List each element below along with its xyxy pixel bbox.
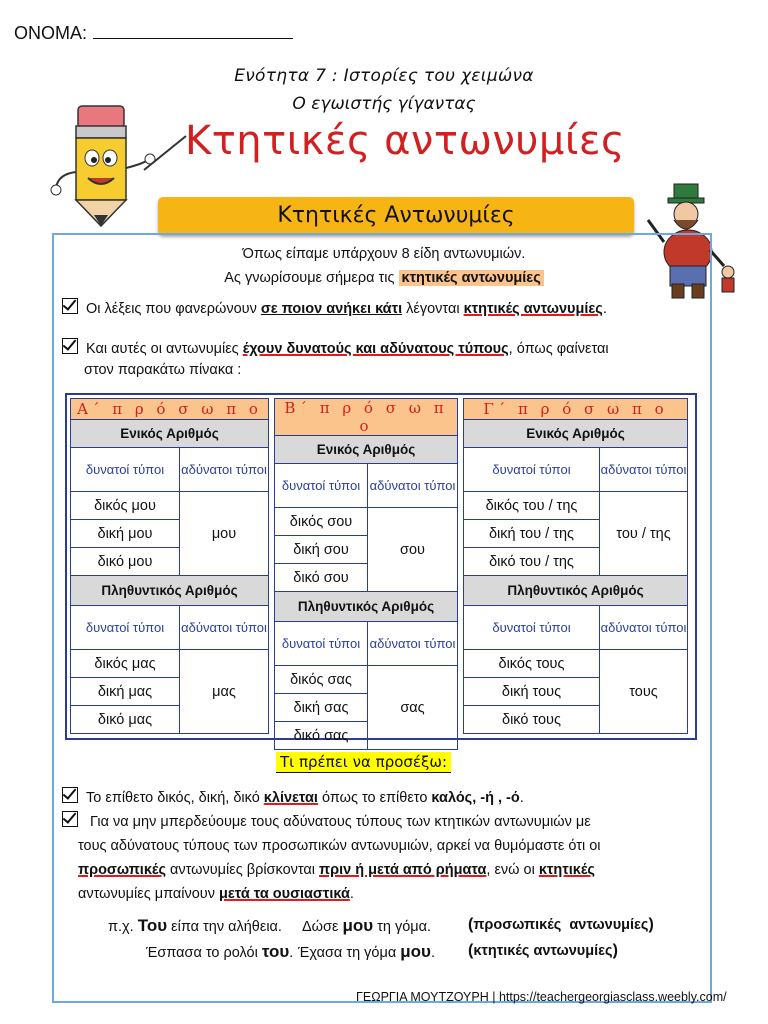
weak-types-label: αδύνατοι τύποι — [368, 464, 458, 508]
point-1-text-a: Οι λέξεις που φανερώνουν — [86, 301, 261, 317]
point-3-emph: κλίνεται — [263, 790, 318, 806]
verb-position: πριν ή μετά από ρήματα — [319, 862, 487, 878]
point-2-text-a: Και αυτές οι αντωνυμίες — [86, 341, 243, 357]
point-2-emph: έχουν δυνατούς και αδύνατους τύπους — [242, 341, 509, 357]
strong-types-label: δυνατοί τύποι — [275, 622, 368, 666]
pl-strong-cell: δικός τους — [464, 650, 600, 678]
paren-open: ( — [468, 916, 474, 933]
story-title: Ο εγωιστής γίγαντας — [292, 94, 476, 114]
point-4-line-3 — [78, 858, 698, 882]
example-text: . — [430, 945, 435, 961]
intro-highlight: κτητικές αντωνυμίες — [399, 270, 544, 286]
example-text: . — [289, 945, 294, 961]
plural-label: Πληθυντικός Αριθμός — [275, 592, 458, 622]
example-word: του — [261, 942, 290, 961]
sg-strong-cell: δικό σου — [275, 564, 368, 592]
pl-strong-cell: δικό μας — [71, 706, 180, 734]
paren-open: ( — [468, 942, 474, 959]
weak-types-label: αδύνατοι τύποι — [600, 606, 688, 650]
point-4-line-2: τους αδύνατους τύπους των προσωπικών αντωνυμιών, αρκεί να θυμόμαστε ότι οι — [78, 838, 601, 854]
pl-strong-cell: δικός σας — [275, 666, 368, 694]
person-c-header: Γ΄ π ρ ό σ ω π ο — [464, 399, 688, 420]
point-3-text-b: όπως το επίθετο — [317, 790, 432, 806]
strong-types-label: δυνατοί τύποι — [464, 606, 600, 650]
checkbox-icon — [62, 787, 78, 803]
sg-strong-cell: δικός μου — [71, 492, 180, 520]
plural-label: Πληθυντικός Αριθμός — [464, 576, 688, 606]
possessive-term: κτητικές — [538, 862, 595, 878]
pl-weak-cell: σας — [368, 666, 458, 750]
example-text: είπα την αλήθεια. — [167, 919, 282, 935]
singular-label: Ενικός Αριθμός — [71, 420, 269, 448]
point-4 — [62, 810, 702, 834]
footer-credit: ΓΕΩΡΓΙΑ ΜΟΥΤΖΟΥΡΗ | https://teachergeorgiasclass.weebly.com/ — [356, 990, 727, 1004]
tip-heading: Τι πρέπει να προσέξω: — [276, 752, 451, 773]
checkbox-icon — [62, 338, 78, 354]
point-4-end: . — [349, 886, 354, 902]
example-category: προσωπικές αντωνυμίες — [473, 917, 649, 933]
paren-close: ) — [648, 916, 654, 933]
section-banner: Κτητικές Αντωνυμίες — [158, 197, 634, 235]
intro-line-2-text: Ας γνωρίσουμε σήμερα τις — [224, 270, 399, 286]
checkbox-icon — [62, 298, 78, 314]
strong-types-label: δυνατοί τύποι — [275, 464, 368, 508]
point-3-adjective: καλός, -ή , -ό — [431, 790, 520, 806]
name-label: ΟΝΟΜΑ: — [14, 23, 88, 43]
unit-title: Ενότητα 7 : Ιστορίες του χειμώνα — [234, 66, 534, 86]
weak-types-label: αδύνατοι τύποι — [180, 606, 269, 650]
plural-label: Πληθυντικός Αριθμός — [71, 576, 269, 606]
pl-strong-cell: δική σας — [275, 694, 368, 722]
example-text: Δώσε — [302, 919, 343, 935]
example-row-2c — [468, 942, 618, 960]
sg-strong-cell: δικός σου — [275, 508, 368, 536]
sg-strong-cell: δικό μου — [71, 548, 180, 576]
point-1-end: . — [602, 301, 607, 317]
point-1-term: κτητικές αντωνυμίες — [463, 301, 603, 317]
noun-position: μετά τα ουσιαστικά — [219, 886, 350, 902]
person-b-table — [274, 398, 458, 750]
point-3 — [62, 786, 524, 810]
point-4-text-a: αντωνυμίες βρίσκονται — [166, 862, 320, 878]
sg-strong-cell: δικό του / της — [464, 548, 600, 576]
sg-weak-cell: σου — [368, 508, 458, 592]
point-3-end: . — [519, 790, 524, 806]
point-1-text-b: λέγονται — [402, 301, 464, 317]
example-text: Έχασα τη γόμα — [298, 945, 401, 961]
person-b-header: Β΄ π ρ ό σ ω π ο — [275, 399, 458, 436]
person-a-table — [70, 398, 269, 734]
example-row-1 — [108, 916, 282, 936]
point-2-text-b: , όπως φαίνεται — [508, 341, 609, 357]
example-text: Έσπασα το ρολόι — [146, 945, 262, 961]
example-row-2b — [298, 942, 435, 962]
point-2-line-2: στον παρακάτω πίνακα : — [84, 362, 242, 378]
pl-weak-cell: τους — [600, 650, 688, 734]
example-text: τη γόμα. — [373, 919, 432, 935]
example-word: μου — [342, 916, 374, 935]
sg-strong-cell: δική μου — [71, 520, 180, 548]
strong-types-label: δυνατοί τύποι — [71, 606, 180, 650]
point-4-text-c: αντωνυμίες μπαίνουν — [78, 886, 219, 902]
example-prefix: π.χ. — [108, 919, 138, 935]
example-row-1b — [302, 916, 431, 936]
pl-strong-cell: δικό σας — [275, 722, 368, 750]
point-1-emph: σε ποιον ανήκει κάτι — [260, 301, 403, 317]
pl-weak-cell: μας — [180, 650, 269, 734]
weak-types-label: αδύνατοι τύποι — [600, 448, 688, 492]
weak-types-label: αδύνατοι τύποι — [368, 622, 458, 666]
person-a-header: Α΄ π ρ ό σ ω π ο — [71, 399, 269, 420]
page-title: Κτητικές αντωνυμίες — [184, 118, 626, 164]
sg-strong-cell: δική σου — [275, 536, 368, 564]
checkbox-icon — [62, 811, 78, 827]
singular-label: Ενικός Αριθμός — [275, 436, 458, 464]
singular-label: Ενικός Αριθμός — [464, 420, 688, 448]
personal-term: προσωπικές — [78, 862, 166, 878]
point-4-line-1: Για να μην μπερδεύουμε τους αδύνατους τύπους των κτητικών αντωνυμιών με — [90, 814, 591, 830]
weak-types-label: αδύνατοι τύποι — [180, 448, 269, 492]
pl-strong-cell: δική τους — [464, 678, 600, 706]
name-input-line[interactable] — [93, 22, 293, 39]
example-category: κτητικές αντωνυμίες — [473, 943, 613, 959]
point-1 — [62, 297, 607, 321]
sg-strong-cell: δική του / της — [464, 520, 600, 548]
pl-strong-cell: δικό τους — [464, 706, 600, 734]
example-row-2 — [146, 942, 293, 962]
example-word: Του — [137, 916, 168, 935]
point-4-line-4 — [78, 882, 354, 906]
person-c-table — [463, 398, 688, 734]
example-word: μου — [400, 942, 431, 961]
intro-line-1: Όπως είπαμε υπάρχουν 8 είδη αντωνυμιών. — [242, 246, 526, 262]
pl-strong-cell: δική μας — [71, 678, 180, 706]
example-row-1c — [468, 916, 654, 934]
sg-weak-cell: του / της — [600, 492, 688, 576]
strong-types-label: δυνατοί τύποι — [71, 448, 180, 492]
sg-weak-cell: μου — [180, 492, 269, 576]
strong-types-label: δυνατοί τύποι — [464, 448, 600, 492]
sg-strong-cell: δικός του / της — [464, 492, 600, 520]
pl-strong-cell: δικός μας — [71, 650, 180, 678]
point-4-text-b: , ενώ οι — [486, 862, 539, 878]
intro-line-2 — [0, 270, 768, 286]
paren-close: ) — [612, 942, 618, 959]
point-3-text-a: Το επίθετο δικός, δική, δικό — [86, 790, 264, 806]
name-field-row — [14, 22, 293, 44]
